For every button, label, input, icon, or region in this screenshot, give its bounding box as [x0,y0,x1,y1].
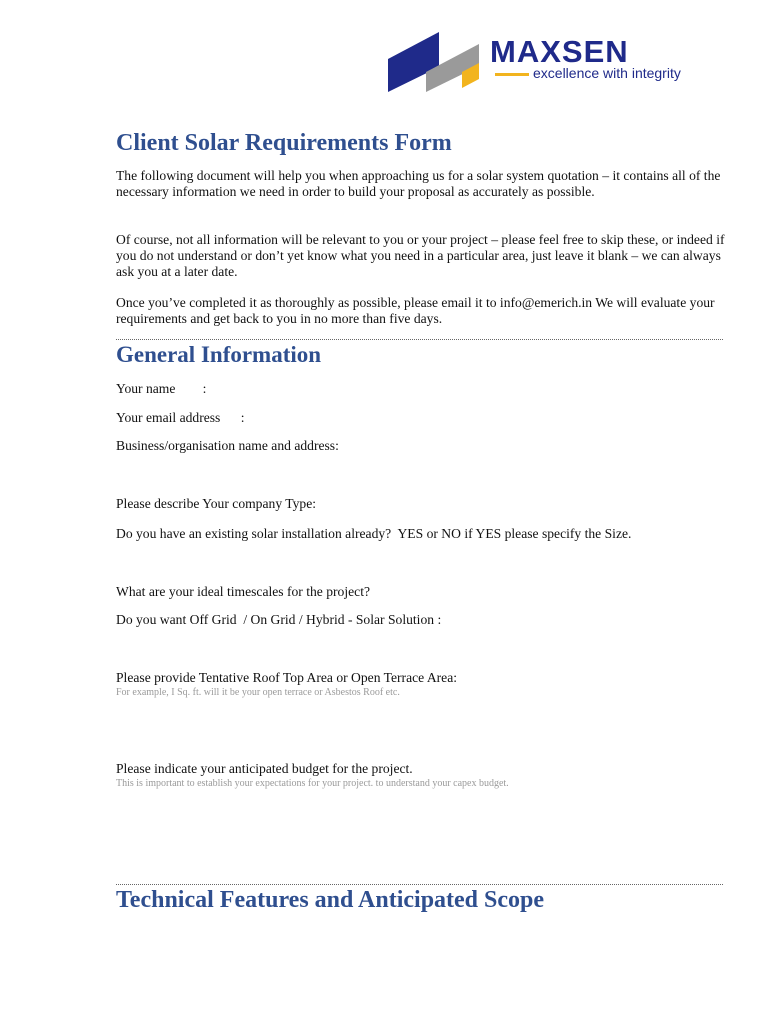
roof-area-field-label: Please provide Tentative Roof Top Area or Open Terrace Area: [116,670,458,685]
company-type-field-label: Please describe Your company Type: [116,496,317,511]
section-divider [116,339,723,340]
logo-parallelogram-icon [388,32,484,92]
budget-field-label: Please indicate your anticipated budget for the project. [116,761,413,776]
intro-paragraph-3: Once you’ve completed it as thoroughly as possible, please email it to info@emerich.in We will evaluate your requirements and get back to you in no more than five days. [116,295,715,326]
intro-paragraph-1: The following document will help you when approaching us for a solar system quotation – it contains all of the necessary information we need in order to build your proposal as accurately as possible. [116,168,721,199]
technical-features-heading: Technical Features and Anticipated Scope [116,887,545,913]
form-title: Client Solar Requirements Form [116,130,452,156]
section-divider [116,884,723,885]
business-field-label: Business/organisation name and address: [116,438,339,453]
email-field-label: Your email address : [116,410,245,425]
grid-type-field-label: Do you want Off Grid / On Grid / Hybrid - Solar Solution : [116,612,442,627]
logo-wordmark: MAXSEN [490,34,629,69]
existing-solar-field-label: Do you have an existing solar installation already? YES or NO if YES please specify the Size. [116,526,632,541]
maxsen-logo [378,24,708,92]
budget-hint: This is important to establish your expectations for your project. to understand your capex budget. [116,778,509,789]
logo-tagline: excellence with integrity [533,65,681,81]
name-field-label: Your name : [116,381,207,396]
intro-paragraph-2: Of course, not all information will be relevant to you or your project – please feel free to skip these, or indeed if you do not understand or don’t yet know what you need in a particular area, just leave it blank – we can always ask you at a later date. [116,232,725,279]
logo-tagline-rule [495,73,529,76]
timescales-field-label: What are your ideal timescales for the project? [116,584,371,599]
roof-area-hint: For example, I Sq. ft. will it be your open terrace or Asbestos Roof etc. [116,687,400,698]
general-information-heading: General Information [116,342,322,367]
